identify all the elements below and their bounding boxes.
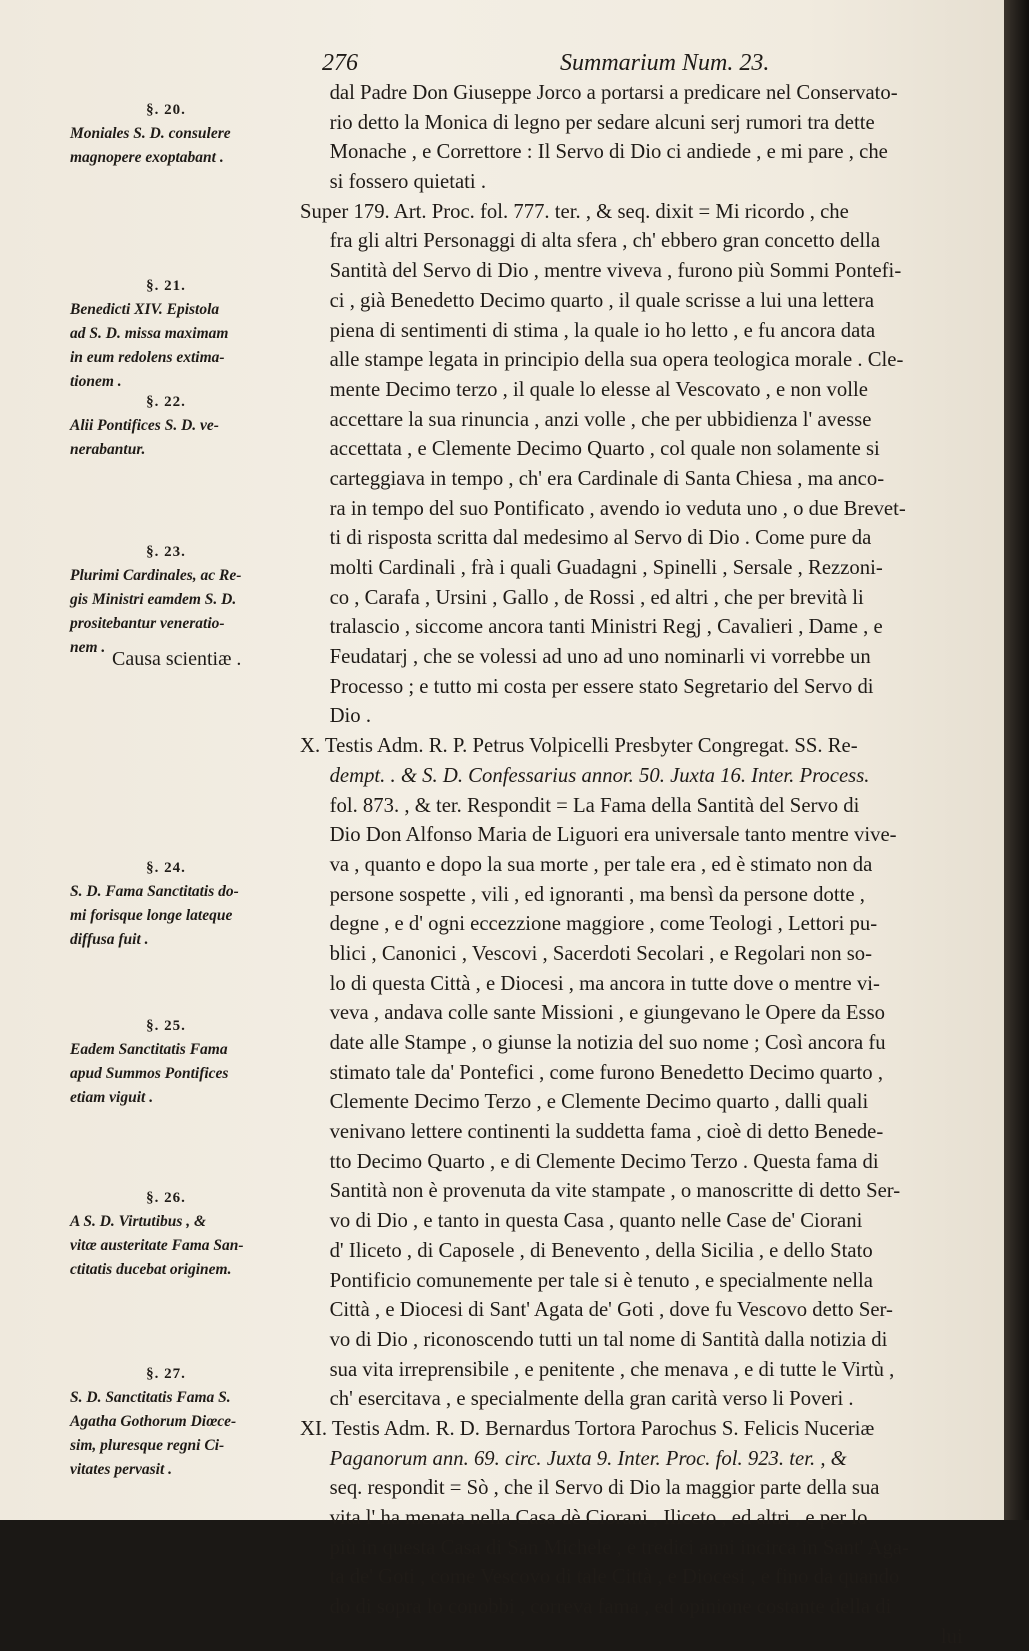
- note-section-number: §. 24.: [146, 860, 186, 876]
- margin-note: [70, 1014, 302, 1110]
- text-line: dal Padre Don Giuseppe Jorco a portarsi a predicare nel Conservato-: [329, 80, 898, 104]
- text-line: tralascio , siccome ancora tanti Ministri Regj , Cavalieri , Dame , e: [329, 614, 883, 639]
- causa-scientiae: Causa scientiæ .: [112, 648, 242, 670]
- margin-note: [70, 856, 302, 952]
- text-line: lui: [940, 1623, 963, 1648]
- text-line: vita l' ha menata nella Casa dè Ciorani , Iliceto , ed altri , e per lo: [329, 1505, 868, 1529]
- text-line: Città , e Diocesi di Sant' Agata de' Goti , dove fu Vescovo detto Ser-: [329, 1297, 893, 1322]
- note-text: S. D. Fama Sanctitatis do- mi forisque longe lateque diffusa fuit .: [70, 883, 239, 948]
- text-line: vo di Dio , riconoscendo tutti un tal nome di Santità dalla notizia di: [329, 1326, 888, 1351]
- text-line: do di sopra lo conobbi , correva fama , ed opinione costante della di: [329, 1594, 892, 1619]
- text-line: Monache , e Correttore : Il Servo di Dio ci andiede , e mi pare , che: [329, 139, 888, 164]
- text-line: alle stampe legata in principio della sua opera teologica morale . Cle-: [329, 347, 904, 372]
- text-line: persone sospette , vili , ed ignoranti , ma bensì da persone dotte ,: [329, 881, 865, 906]
- text-line: sua vita irreprensibile , e penitente , che menava , e di tutte le Virtù ,: [329, 1356, 895, 1381]
- text-line: ta de' Goti , come Vescovo di tale Città , e Diocesi , e fino da quando: [329, 1564, 900, 1589]
- note-text: S. D. Sanctitatis Fama S. Agatha Gothorum Diœce- sim, pluresque regni Ci- vitates pervasit .: [70, 1389, 237, 1478]
- text-line: Santità del Servo di Dio , mentre viveva , furono più Sommi Pontefi-: [329, 258, 902, 283]
- note-section-number: §. 26.: [146, 1190, 186, 1206]
- margin-note: [70, 540, 302, 660]
- text-line: lo di questa Città , e Diocesi , ma ancora in tutte dove o mentre vi-: [329, 970, 880, 995]
- margin-note: [70, 98, 302, 170]
- text-line: va , quanto e dopo la sua morte , per tale era , ed è stimato non da: [329, 851, 873, 876]
- text-line: tto Decimo Quarto , e di Clemente Decimo Terzo . Questa fama di: [329, 1148, 879, 1173]
- text-line: molti Cardinali , frà i quali Guadagni , Spinelli , Sersale , Rezzoni-: [329, 555, 883, 579]
- text-line: accettata , e Clemente Decimo Quarto , col quale non solamente si: [329, 436, 880, 461]
- text-line: Dio .: [329, 703, 371, 728]
- text-line: co , Carafa , Ursini , Gallo , de Rossi , ed altri , che per brevità li: [329, 584, 864, 609]
- text-line: stimato tale da' Pontefici , come furono Benedetto Decimo quarto ,: [329, 1059, 884, 1084]
- text-line: Feudatarj , che se volessi ad uno ad uno nominarli vi vorrebbe un: [329, 644, 871, 669]
- note-text: Alii Pontifices S. D. ve- nerabantur.: [70, 417, 219, 458]
- text-line: dempt. . & S. D. Confessarius annor. 50. Juxta 16. Inter. Process.: [329, 762, 870, 787]
- page-number: 276: [322, 50, 358, 76]
- margin-note: [70, 274, 302, 394]
- text-line: più in questa Casa di San Michele , e tredici anni incirca in Sant' Aga-: [329, 1534, 909, 1559]
- text-line: piena di sentimenti di stima , la quale io ho letto , e fu ancora data: [329, 317, 876, 342]
- margin-note: [70, 1362, 302, 1482]
- note-section-number: §. 23.: [146, 544, 186, 560]
- note-section-number: §. 21.: [146, 278, 186, 294]
- text-line: Processo ; e tutto mi costa per essere stato Segretario del Servo di: [329, 673, 874, 698]
- note-section-number: §. 27.: [146, 1366, 186, 1382]
- note-text: Plurimi Cardinales, ac Re- gis Ministri eamdem S. D. prositebantur veneratio- nem .: [70, 567, 242, 656]
- text-line: venivano lettere continenti la suddetta fama , cioè di detto Benede-: [329, 1119, 884, 1144]
- note-text: Eadem Sanctitatis Fama apud Summos Pontifices etiam viguit .: [70, 1041, 229, 1106]
- text-line: Pontificio comunemente per tale si è tenuto , e specialmente nella: [329, 1267, 873, 1292]
- text-line: ci , già Benedetto Decimo quarto , il quale scrisse a lui una lettera: [329, 287, 875, 312]
- text-line: ch' esercitava , e specialmente della gran carità verso li Poveri .: [329, 1386, 854, 1411]
- text-line: XI. Testis Adm. R. D. Bernardus Tortora Parochus S. Felicis Nuceriæ: [300, 1415, 875, 1440]
- text-line: veva , andava colle sante Missioni , e giungevano le Opere da Esso: [329, 1000, 886, 1025]
- text-line: Dio Don Alfonso Maria de Liguori era universale tanto mentre vive-: [329, 822, 897, 847]
- note-text: Benedicti XIV. Epistola ad S. D. missa maximam in eum redolens extima- tionem .: [70, 301, 229, 390]
- text-line: fra gli altri Personaggi di alta sfera , ch' ebbero gran concetto della: [329, 228, 881, 253]
- margin-note: [70, 1186, 302, 1282]
- running-head: Summarium Num. 23.: [560, 50, 770, 76]
- margin-notes: [70, 90, 310, 1510]
- text-line: rio detto la Monica di legno per sedare alcuni serj rumori tra dette: [329, 109, 875, 134]
- text-line: Paganorum ann. 69. circ. Juxta 9. Inter. Proc. fol. 923. ter. , &: [329, 1445, 847, 1470]
- text-line: fol. 873. , & ter. Respondit = La Fama della Santità del Servo di: [329, 792, 860, 817]
- text-line: mente Decimo terzo , il quale lo elesse al Vescovato , e non volle: [329, 376, 868, 401]
- margin-note: [70, 390, 302, 462]
- text-line: seq. respondit = Sò , che il Servo di Dio la maggior parte della sua: [329, 1475, 880, 1500]
- note-section-number: §. 22.: [146, 394, 186, 410]
- text-line: date alle Stampe , o giunse la notizia del suo nome ; Così ancora fu: [329, 1030, 886, 1054]
- text-line: blici , Canonici , Vescovi , Sacerdoti Secolari , e Regolari non so-: [329, 940, 873, 965]
- text-line: Super 179. Art. Proc. fol. 777. ter. , & seq. dixit = Mi ricordo , che: [300, 198, 849, 223]
- text-line: Santità non è provenuta da vite stampate , o manoscritte di detto Ser-: [329, 1178, 901, 1203]
- note-section-number: §. 25.: [146, 1018, 186, 1034]
- text-line: X. Testis Adm. R. P. Petrus Volpicelli Presbyter Congregat. SS. Re-: [300, 733, 858, 758]
- text-line: ti di risposta scritta dal medesimo al Servo di Dio . Come pure da: [329, 525, 872, 550]
- text-line: carteggiava in tempo , ch' era Cardinale di Santa Chiesa , ma anco-: [329, 465, 885, 490]
- text-line: Clemente Decimo Terzo , e Clemente Decimo quarto , dalli quali: [329, 1089, 869, 1114]
- text-line: ra in tempo del suo Pontificato , avendo io veduta uno , o due Brevet-: [329, 495, 906, 520]
- text-line: si fossero quietati .: [329, 169, 486, 194]
- note-text: A S. D. Virtutibus , & vitæ austeritate Fama San- ctitatis ducebat originem.: [70, 1213, 244, 1278]
- note-section-number: §. 20.: [146, 102, 186, 118]
- book-edge: [1004, 0, 1029, 1520]
- text-line: accettare la sua rinuncia , anzi volle , che per ubbidienza l' avesse: [329, 406, 872, 431]
- note-text: Moniales S. D. consulere magnopere exoptabant .: [70, 125, 231, 166]
- text-line: vo di Dio , e tanto in questa Casa , quanto nelle Case de' Ciorani: [329, 1208, 863, 1233]
- text-line: d' Iliceto , di Caposele , di Benevento , della Sicilia , e dello Stato: [329, 1237, 873, 1262]
- text-line: degne , e d' ogni eccezzione maggiore , come Teologi , Lettori pu-: [329, 911, 878, 936]
- main-text: [300, 78, 1000, 1648]
